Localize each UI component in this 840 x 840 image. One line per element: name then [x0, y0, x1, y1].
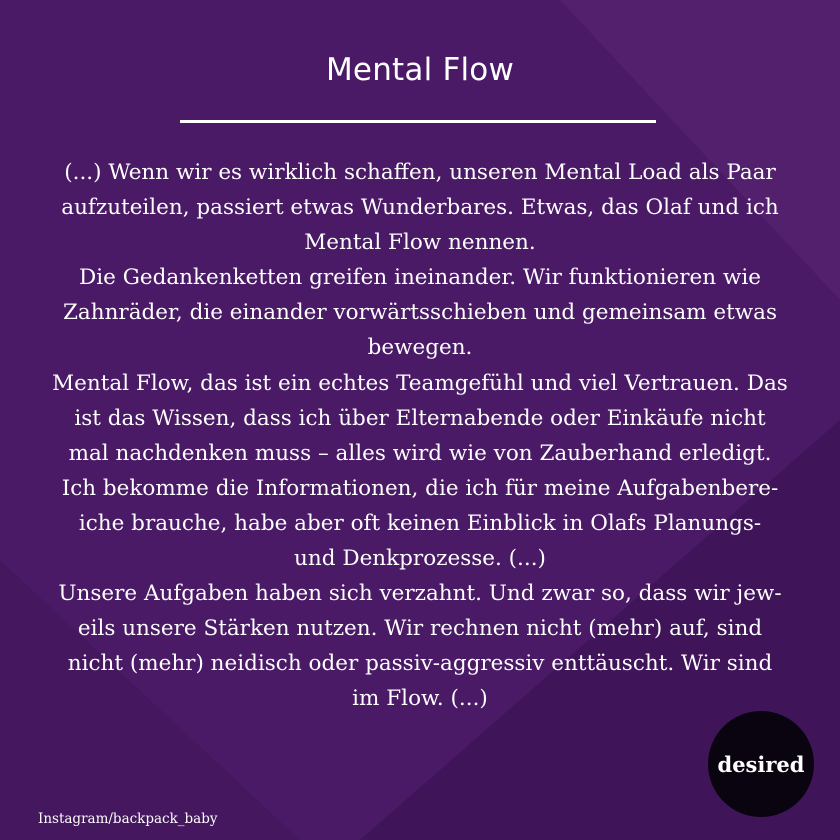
quote-line: (...) Wenn wir es wirklich schaffen, unseren Mental Load als Paar — [64, 160, 776, 185]
quote-line: im Flow. (...) — [352, 686, 488, 712]
quote-line: mal nachdenken muss – alles wird wie von Zauberhand erledigt. — [68, 440, 772, 466]
quote-line: aufzuteilen, passiert etwas Wunderbares. Etwas, das Olaf und ich — [61, 195, 779, 221]
quote-line: Zahnräder, die einander vorwärtsschieben und gemeinsam etwas — [62, 300, 778, 326]
source-credit: Instagram/backpack_baby — [38, 811, 218, 827]
quote-line: Mental Flow nennen. — [304, 230, 536, 256]
page-title: Mental Flow — [325, 52, 515, 88]
brand-badge — [708, 711, 814, 817]
quote-line: Ich bekomme die Informationen, die ich für meine Aufgabenbere- — [61, 475, 779, 501]
quote-line: eils unsere Stärken nutzen. Wir rechnen nicht (mehr) auf, sind — [77, 616, 763, 642]
title-divider — [180, 120, 656, 123]
quote-line: und Denkprozesse. (...) — [294, 546, 546, 572]
quote-line: Unsere Aufgaben haben sich verzahnt. Und zwar so, dass wir jew- — [58, 581, 782, 607]
quote-line: Die Gedankenketten greifen ineinander. Wir funktionieren wie — [79, 265, 761, 291]
quote-text — [40, 155, 800, 717]
quote-line: iche brauche, habe aber oft keinen Einblick in Olafs Planungs- — [78, 510, 762, 536]
quote-line: Mental Flow, das ist ein echtes Teamgefühl und viel Vertrauen. Das — [52, 370, 788, 396]
quote-line: nicht (mehr) neidisch oder passiv-aggressiv enttäuscht. Wir sind — [67, 651, 773, 677]
quote-line: ist das Wissen, dass ich über Elternabende oder Einkäufe nicht — [74, 405, 766, 431]
quote-line: bewegen. — [367, 335, 473, 361]
brand-badge-label: desired — [717, 751, 805, 777]
